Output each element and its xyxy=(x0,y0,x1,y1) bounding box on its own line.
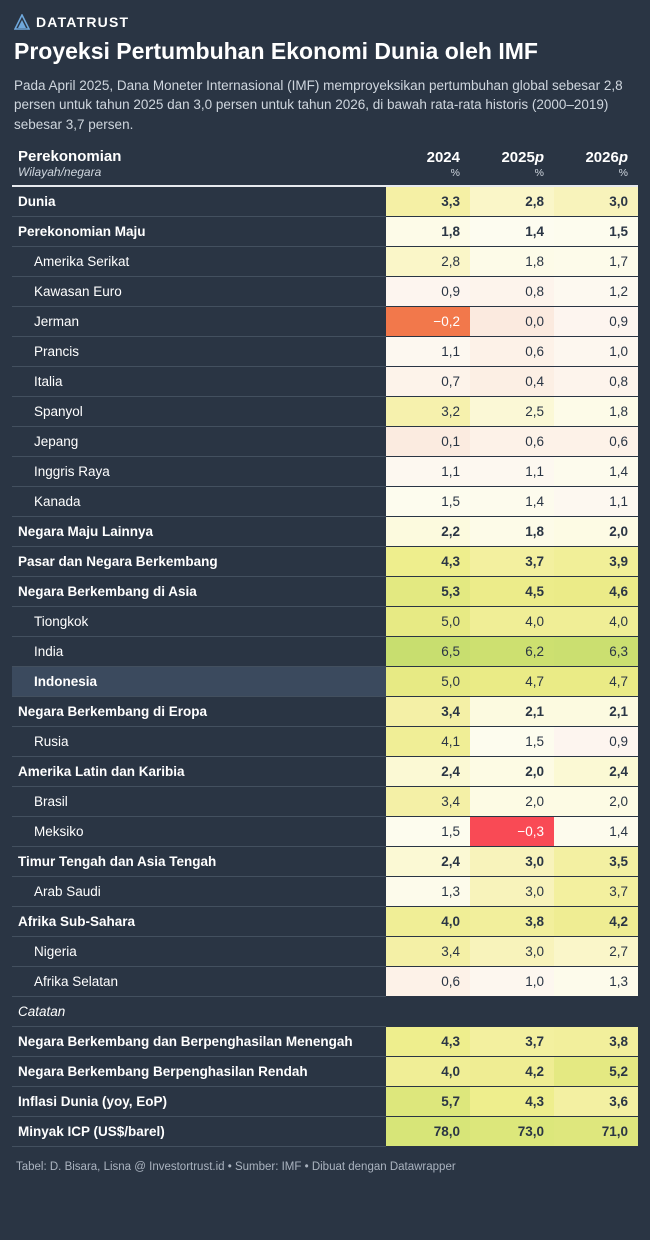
cell-value: 5,7 xyxy=(386,1086,470,1116)
cell-value: 3,7 xyxy=(554,876,638,906)
row-label-text: Inggris Raya xyxy=(34,463,110,479)
cell-value: 3,0 xyxy=(470,846,554,876)
row-label-text: Brasil xyxy=(34,793,68,809)
cell-value: 0,4 xyxy=(470,366,554,396)
table-body xyxy=(12,186,638,1146)
cell-value: 4,6 xyxy=(554,576,638,606)
cell-value: 3,6 xyxy=(554,1086,638,1116)
row-label xyxy=(12,336,386,366)
row-label-text: Meksiko xyxy=(34,823,84,839)
table-row xyxy=(12,786,638,816)
cell-value: 3,0 xyxy=(470,876,554,906)
row-label-text: Italia xyxy=(34,373,63,389)
table-row xyxy=(12,636,638,666)
cell-value: 2,4 xyxy=(386,756,470,786)
cell-value: 0,1 xyxy=(386,426,470,456)
cell-value: 0,9 xyxy=(554,306,638,336)
column-header-2026: 2026p % xyxy=(554,148,638,186)
table-row xyxy=(12,666,638,696)
row-label xyxy=(12,1086,386,1116)
table-head xyxy=(12,148,638,186)
cell-value: 0,6 xyxy=(470,426,554,456)
cell-value: 1,4 xyxy=(554,816,638,846)
row-label xyxy=(12,696,386,726)
cell-value: 4,0 xyxy=(386,906,470,936)
row-label xyxy=(12,306,386,336)
page-subtitle: Pada April 2025, Dana Moneter Internasional (IMF) memproyeksikan pertumbuhan global sebesar 2,8 persen untuk tahun 2025 dan 3,0 persen untuk tahun 2026, di bawah rata-rata historis (2000–2019) sebesar 3,7 persen. xyxy=(14,77,623,132)
table-row xyxy=(12,696,638,726)
cell-value: 3,8 xyxy=(554,1026,638,1056)
row-label xyxy=(12,606,386,636)
table-row xyxy=(12,516,638,546)
cell-value xyxy=(470,996,554,1026)
row-label xyxy=(12,1056,386,1086)
cell-value: 5,0 xyxy=(386,666,470,696)
cell-value: 2,8 xyxy=(386,246,470,276)
cell-value: 6,3 xyxy=(554,636,638,666)
cell-value: 0,6 xyxy=(470,336,554,366)
table-row xyxy=(12,936,638,966)
cell-value: 1,5 xyxy=(386,486,470,516)
table-row xyxy=(12,906,638,936)
row-label xyxy=(12,846,386,876)
cell-value: 3,9 xyxy=(554,546,638,576)
cell-value: 2,0 xyxy=(470,756,554,786)
cell-value: 4,1 xyxy=(386,726,470,756)
cell-value: 4,2 xyxy=(470,1056,554,1086)
table-row xyxy=(12,1056,638,1086)
cell-value: 1,1 xyxy=(554,486,638,516)
table-row xyxy=(12,846,638,876)
cell-value: 3,4 xyxy=(386,696,470,726)
cell-value: 3,0 xyxy=(470,936,554,966)
cell-value: 3,8 xyxy=(470,906,554,936)
row-label-text: Afrika Sub-Sahara xyxy=(18,913,136,929)
table-row xyxy=(12,546,638,576)
cell-value: 1,5 xyxy=(470,726,554,756)
row-label xyxy=(12,996,386,1026)
row-label-text: Kanada xyxy=(34,493,81,509)
cell-value: 4,2 xyxy=(554,906,638,936)
row-label xyxy=(12,276,386,306)
cell-value: 1,0 xyxy=(554,336,638,366)
cell-value: 0,9 xyxy=(386,276,470,306)
cell-value: 1,0 xyxy=(470,966,554,996)
footer-credit: Tabel: D. Bisara, Lisna @ Investortrust.id • Sumber: IMF • Dibuat dengan Datawrapper xyxy=(16,1160,456,1173)
cell-value: 3,3 xyxy=(386,186,470,216)
table-row xyxy=(12,426,638,456)
row-label xyxy=(12,756,386,786)
row-label xyxy=(12,546,386,576)
cell-value: 2,4 xyxy=(554,756,638,786)
table-row xyxy=(12,876,638,906)
cell-value: 4,7 xyxy=(470,666,554,696)
brand-header xyxy=(14,14,638,30)
cell-value: 6,5 xyxy=(386,636,470,666)
cell-value: 6,2 xyxy=(470,636,554,666)
table-header-row xyxy=(12,148,638,186)
row-label xyxy=(12,1116,386,1146)
cell-value: 4,0 xyxy=(470,606,554,636)
row-label xyxy=(12,786,386,816)
table-row xyxy=(12,276,638,306)
cell-value: 2,2 xyxy=(386,516,470,546)
row-label-text: Negara Berkembang di Eropa xyxy=(18,703,208,719)
cell-value: 4,3 xyxy=(386,1026,470,1056)
row-label-text: Dunia xyxy=(18,194,56,210)
cell-value: −0,2 xyxy=(386,306,470,336)
cell-value: 1,8 xyxy=(470,516,554,546)
cell-value: 2,0 xyxy=(470,786,554,816)
table-row xyxy=(12,1116,638,1146)
row-label-text: Negara Berkembang di Asia xyxy=(18,583,197,599)
triangle-logo-icon xyxy=(14,14,30,30)
cell-value: 3,5 xyxy=(554,846,638,876)
cell-value: 0,6 xyxy=(386,966,470,996)
row-label xyxy=(12,366,386,396)
row-label-text: Pasar dan Negara Berkembang xyxy=(18,553,218,569)
table-row xyxy=(12,456,638,486)
cell-value: 1,5 xyxy=(386,816,470,846)
row-label-text: Jerman xyxy=(34,313,80,329)
cell-value: 5,2 xyxy=(554,1056,638,1086)
row-label-text: Prancis xyxy=(34,343,80,359)
row-label xyxy=(12,966,386,996)
row-label-text: Amerika Serikat xyxy=(34,253,130,269)
cell-value: 3,4 xyxy=(386,786,470,816)
row-label xyxy=(12,486,386,516)
table-row xyxy=(12,726,638,756)
cell-value: 1,3 xyxy=(386,876,470,906)
row-label xyxy=(12,576,386,606)
cell-value: 1,1 xyxy=(470,456,554,486)
cell-value: 3,0 xyxy=(554,186,638,216)
cell-value: 2,8 xyxy=(470,186,554,216)
cell-value: 1,8 xyxy=(554,396,638,426)
page-title: Proyeksi Pertumbuhan Ekonomi Dunia oleh IMF xyxy=(14,38,538,64)
row-label xyxy=(12,936,386,966)
cell-value: 1,4 xyxy=(470,216,554,246)
row-label-text: Afrika Selatan xyxy=(34,973,119,989)
table-row xyxy=(12,576,638,606)
cell-value: 1,1 xyxy=(386,456,470,486)
row-label xyxy=(12,246,386,276)
row-label xyxy=(12,906,386,936)
cell-value: 1,7 xyxy=(554,246,638,276)
cell-value: 5,3 xyxy=(386,576,470,606)
cell-value: 1,1 xyxy=(386,336,470,366)
row-label xyxy=(12,396,386,426)
cell-value xyxy=(386,996,470,1026)
projection-table xyxy=(12,148,638,1147)
table-row xyxy=(12,306,638,336)
cell-value: 0,9 xyxy=(554,726,638,756)
table-row xyxy=(12,396,638,426)
row-label-text: Perekonomian Maju xyxy=(18,223,146,239)
row-label xyxy=(12,636,386,666)
table-row xyxy=(12,1026,638,1056)
cell-value: 2,0 xyxy=(554,516,638,546)
cell-value: 71,0 xyxy=(554,1116,638,1146)
table-row xyxy=(12,366,638,396)
cell-value: 1,8 xyxy=(386,216,470,246)
cell-value: 1,2 xyxy=(554,276,638,306)
column-header-2025: 2025p % xyxy=(470,148,554,186)
row-label-text: Spanyol xyxy=(34,403,83,419)
cell-value: 1,4 xyxy=(470,486,554,516)
cell-value: 5,0 xyxy=(386,606,470,636)
row-label xyxy=(12,516,386,546)
cell-value: 4,0 xyxy=(554,606,638,636)
row-label xyxy=(12,666,386,696)
row-label xyxy=(12,186,386,216)
cell-value: 2,1 xyxy=(554,696,638,726)
cell-value: 2,1 xyxy=(470,696,554,726)
cell-value: 1,3 xyxy=(554,966,638,996)
cell-value: −0,3 xyxy=(470,816,554,846)
cell-value: 1,8 xyxy=(470,246,554,276)
cell-value: 78,0 xyxy=(386,1116,470,1146)
cell-value: 4,5 xyxy=(470,576,554,606)
cell-value: 4,7 xyxy=(554,666,638,696)
row-label-text: Kawasan Euro xyxy=(34,283,122,299)
cell-value: 3,7 xyxy=(470,1026,554,1056)
cell-value: 73,0 xyxy=(470,1116,554,1146)
cell-value: 2,7 xyxy=(554,936,638,966)
column-header-2024: 2024 % xyxy=(386,148,470,186)
row-label-text: Jepang xyxy=(34,433,79,449)
table-row xyxy=(12,966,638,996)
row-label-text: Rusia xyxy=(34,733,69,749)
cell-value: 4,0 xyxy=(386,1056,470,1086)
column-header-name: Perekonomian Wilayah/negara xyxy=(12,148,386,186)
table-row xyxy=(12,996,638,1026)
row-label xyxy=(12,816,386,846)
cell-value: 2,5 xyxy=(470,396,554,426)
row-label-text: Timur Tengah dan Asia Tengah xyxy=(18,853,217,869)
table-row xyxy=(12,216,638,246)
cell-value: 0,0 xyxy=(470,306,554,336)
cell-value: 3,4 xyxy=(386,936,470,966)
row-label-text: Nigeria xyxy=(34,943,77,959)
cell-value: 3,2 xyxy=(386,396,470,426)
row-label-text: Tiongkok xyxy=(34,613,89,629)
cell-value: 3,7 xyxy=(470,546,554,576)
brand-name: DATATRUST xyxy=(36,14,130,30)
table-row xyxy=(12,756,638,786)
cell-value: 0,6 xyxy=(554,426,638,456)
cell-value: 0,7 xyxy=(386,366,470,396)
cell-value xyxy=(554,996,638,1026)
table-row xyxy=(12,186,638,216)
cell-value: 0,8 xyxy=(470,276,554,306)
table-row xyxy=(12,1086,638,1116)
cell-value: 1,4 xyxy=(554,456,638,486)
row-label xyxy=(12,456,386,486)
table-row xyxy=(12,816,638,846)
row-label-text: Negara Berkembang dan Berpenghasilan Menengah xyxy=(18,1033,353,1049)
cell-value: 1,5 xyxy=(554,216,638,246)
cell-value: 4,3 xyxy=(386,546,470,576)
cell-value: 2,0 xyxy=(554,786,638,816)
cell-value: 4,3 xyxy=(470,1086,554,1116)
row-label-text: Catatan xyxy=(18,1003,66,1019)
row-label xyxy=(12,726,386,756)
row-label xyxy=(12,1026,386,1056)
row-label xyxy=(12,876,386,906)
row-label-text: Arab Saudi xyxy=(34,883,101,899)
row-label xyxy=(12,426,386,456)
cell-value: 0,8 xyxy=(554,366,638,396)
row-label-text: India xyxy=(34,643,64,659)
row-label-text: Negara Maju Lainnya xyxy=(18,523,154,539)
table-row xyxy=(12,336,638,366)
row-label-text: Minyak ICP (US$/barel) xyxy=(18,1123,165,1139)
table-row xyxy=(12,246,638,276)
cell-value: 2,4 xyxy=(386,846,470,876)
row-label-text: Indonesia xyxy=(34,673,98,689)
row-label-text: Inflasi Dunia (yoy, EoP) xyxy=(18,1093,168,1109)
row-label xyxy=(12,216,386,246)
table-row xyxy=(12,606,638,636)
row-label-text: Negara Berkembang Berpenghasilan Rendah xyxy=(18,1063,308,1079)
table-row xyxy=(12,486,638,516)
row-label-text: Amerika Latin dan Karibia xyxy=(18,763,185,779)
